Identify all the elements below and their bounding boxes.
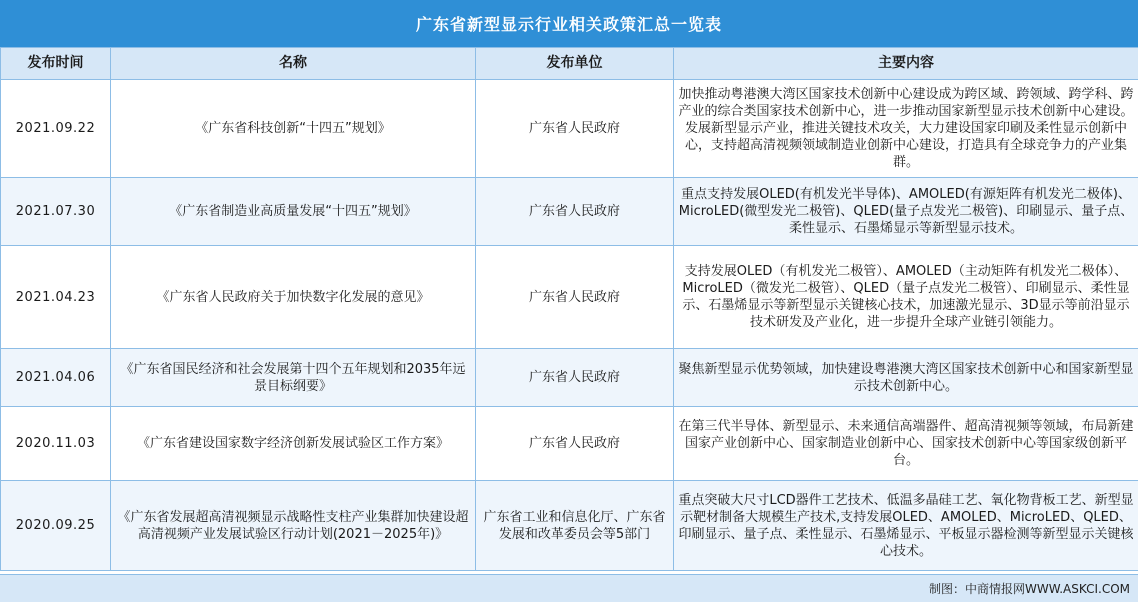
column-header-name: 名称 <box>111 48 476 80</box>
header-row <box>1 48 1138 80</box>
cell-date: 2021.04.06 <box>1 349 111 407</box>
policy-table <box>0 47 1138 571</box>
cell-issuer: 广东省人民政府 <box>476 80 674 178</box>
cell-content: 加快推动粤港澳大湾区国家技术创新中心建设成为跨区域、跨领域、跨学科、跨产业的综合类国家技术创新中心，进一步推动国家新型显示技术创新中心建设。发展新型显示产业，推进关键技术攻关，大力建设国家印刷及柔性显示创新中心，支持超高清视频领域制造业创新中心建设，打造具有全球竞争力的产业集群。 <box>674 80 1138 178</box>
table-row <box>1 349 1138 407</box>
table-title: 广东省新型显示行业相关政策汇总一览表 <box>0 0 1138 47</box>
table-row <box>1 481 1138 571</box>
cell-content: 支持发展OLED（有机发光二极管）、AMOLED（主动矩阵有机发光二极体）、MicroLED（微发光二极管）、QLED（量子点发光二极管）、印刷显示、柔性显示、石墨烯显示等新型显示关键核心技术，加速激光显示、3D显示等前沿显示技术研发及产业化，进一步提升全球产业链引领能力。 <box>674 246 1138 349</box>
cell-date: 2021.04.23 <box>1 246 111 349</box>
column-header-issuer: 发布单位 <box>476 48 674 80</box>
cell-issuer: 广东省工业和信息化厅、广东省发展和改革委员会等5部门 <box>476 481 674 571</box>
cell-date: 2020.09.25 <box>1 481 111 571</box>
cell-issuer: 广东省人民政府 <box>476 178 674 246</box>
table-row <box>1 80 1138 178</box>
cell-content: 在第三代半导体、新型显示、未来通信高端器件、超高清视频等领域，布局新建国家产业创新中心、国家制造业创新中心、国家技术创新中心等国家级创新平台。 <box>674 407 1138 481</box>
column-header-content: 主要内容 <box>674 48 1138 80</box>
cell-content: 聚焦新型显示优势领域，加快建设粤港澳大湾区国家技术创新中心和国家新型显示技术创新中心。 <box>674 349 1138 407</box>
cell-name: 《广东省制造业高质量发展“十四五”规划》 <box>111 178 476 246</box>
cell-issuer: 广东省人民政府 <box>476 349 674 407</box>
table-row <box>1 246 1138 349</box>
table-row <box>1 178 1138 246</box>
table-row <box>1 407 1138 481</box>
cell-issuer: 广东省人民政府 <box>476 407 674 481</box>
cell-name: 《广东省发展超高清视频显示战略性支柱产业集群加快建设超高清视频产业发展试验区行动计划(2021－2025年)》 <box>111 481 476 571</box>
cell-date: 2021.07.30 <box>1 178 111 246</box>
cell-date: 2021.09.22 <box>1 80 111 178</box>
cell-name: 《广东省科技创新“十四五”规划》 <box>111 80 476 178</box>
cell-date: 2020.11.03 <box>1 407 111 481</box>
cell-content: 重点突破大尺寸LCD器件工艺技术、低温多晶硅工艺、氧化物背板工艺、新型显示靶材制备大规模生产技术,支持发展OLED、AMOLED、MicroLED、QLED、印刷显示、量子点、柔性显示、石墨烯显示、平板显示器检测等新型显示关键核心技术。 <box>674 481 1138 571</box>
cell-name: 《广东省国民经济和社会发展第十四个五年规划和2035年远景目标纲要》 <box>111 349 476 407</box>
cell-name: 《广东省人民政府关于加快数字化发展的意见》 <box>111 246 476 349</box>
source-footer <box>0 574 1138 602</box>
cell-name: 《广东省建设国家数字经济创新发展试验区工作方案》 <box>111 407 476 481</box>
column-header-date: 发布时间 <box>1 48 111 80</box>
cell-issuer: 广东省人民政府 <box>476 246 674 349</box>
source-credit: 制图：中商情报网WWW.ASKCI.COM <box>929 582 1130 596</box>
cell-content: 重点支持发展OLED(有机发光半导体)、AMOLED(有源矩阵有机发光二极体)、MicroLED(微型发光二极管)、QLED(量子点发光二极管)、印刷显示、量子点、柔性显示、石墨烯显示等新型显示技术。 <box>674 178 1138 246</box>
